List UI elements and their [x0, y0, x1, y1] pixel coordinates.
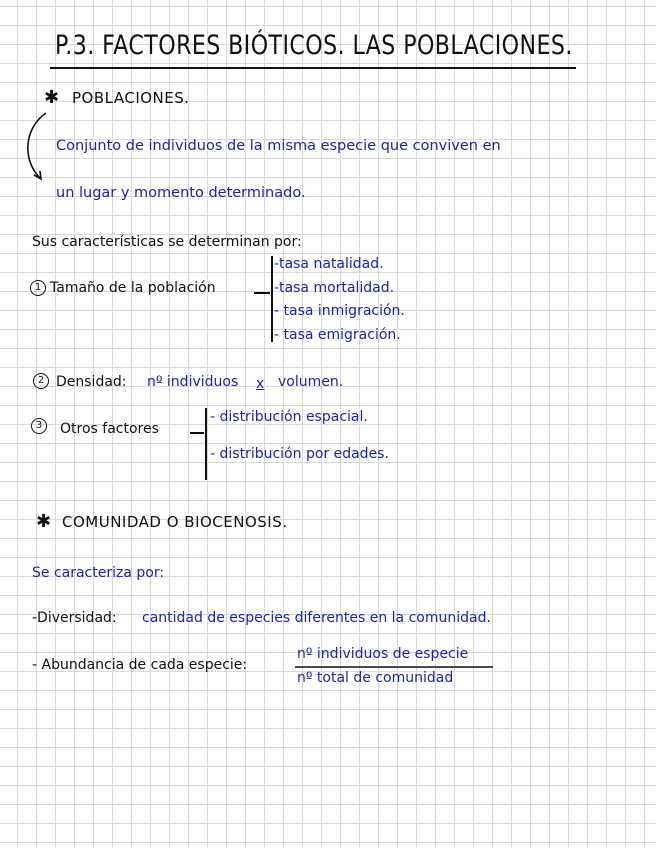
item1-branch-natalidad: -tasa natalidad.	[274, 256, 384, 272]
number-circle-2: 2	[33, 373, 49, 389]
item1-branch-inmigracion: - tasa inmigración.	[274, 303, 405, 319]
page-title: P.3. FACTORES BIÓTICOS. LAS POBLACIONES.	[55, 30, 573, 61]
item1-label: Tamaño de la población	[50, 280, 216, 296]
item3-bracket	[205, 408, 207, 480]
diversidad-value: cantidad de especies diferentes en la comunidad.	[142, 610, 491, 626]
definition-line-1: Conjunto de individuos de la misma especie que conviven en	[56, 138, 501, 154]
item2-operator: x	[256, 376, 265, 392]
item3-branch-edades: - distribución por edades.	[210, 446, 389, 462]
comunidad-intro: Se caracteriza por:	[32, 565, 165, 581]
diversidad-label: -Diversidad:	[32, 610, 117, 626]
item1-branch-mortalidad: -tasa mortalidad.	[274, 280, 395, 296]
item3-label: Otros factores	[60, 421, 159, 437]
item3-branch-espacial: - distribución espacial.	[210, 409, 368, 425]
characteristics-intro: Sus características se determinan por:	[32, 234, 302, 250]
item1-connector	[254, 292, 270, 294]
abundancia-label: - Abundancia de cada especie:	[32, 657, 248, 673]
item2-value2: volumen.	[278, 374, 344, 390]
number-circle-3: 3	[31, 418, 47, 434]
asterisk-bullet-icon: ✱	[36, 511, 52, 532]
item2-label: Densidad:	[56, 374, 127, 390]
fraction-numerator: nº individuos de especie	[297, 646, 469, 662]
section-heading-poblaciones: POBLACIONES.	[72, 89, 190, 107]
definition-line-2: un lugar y momento determinado.	[56, 185, 306, 201]
item2-value: nº individuos	[147, 374, 239, 390]
item1-bracket	[271, 256, 273, 342]
number-circle-1: 1	[30, 280, 46, 296]
item1-branch-emigracion: - tasa emigración.	[274, 327, 401, 343]
section-heading-comunidad: COMUNIDAD O BIOCENOSIS.	[62, 513, 288, 531]
asterisk-bullet-icon: ✱	[44, 87, 60, 108]
fraction-denominator: nº total de comunidad	[297, 670, 454, 686]
item3-connector	[190, 432, 204, 434]
